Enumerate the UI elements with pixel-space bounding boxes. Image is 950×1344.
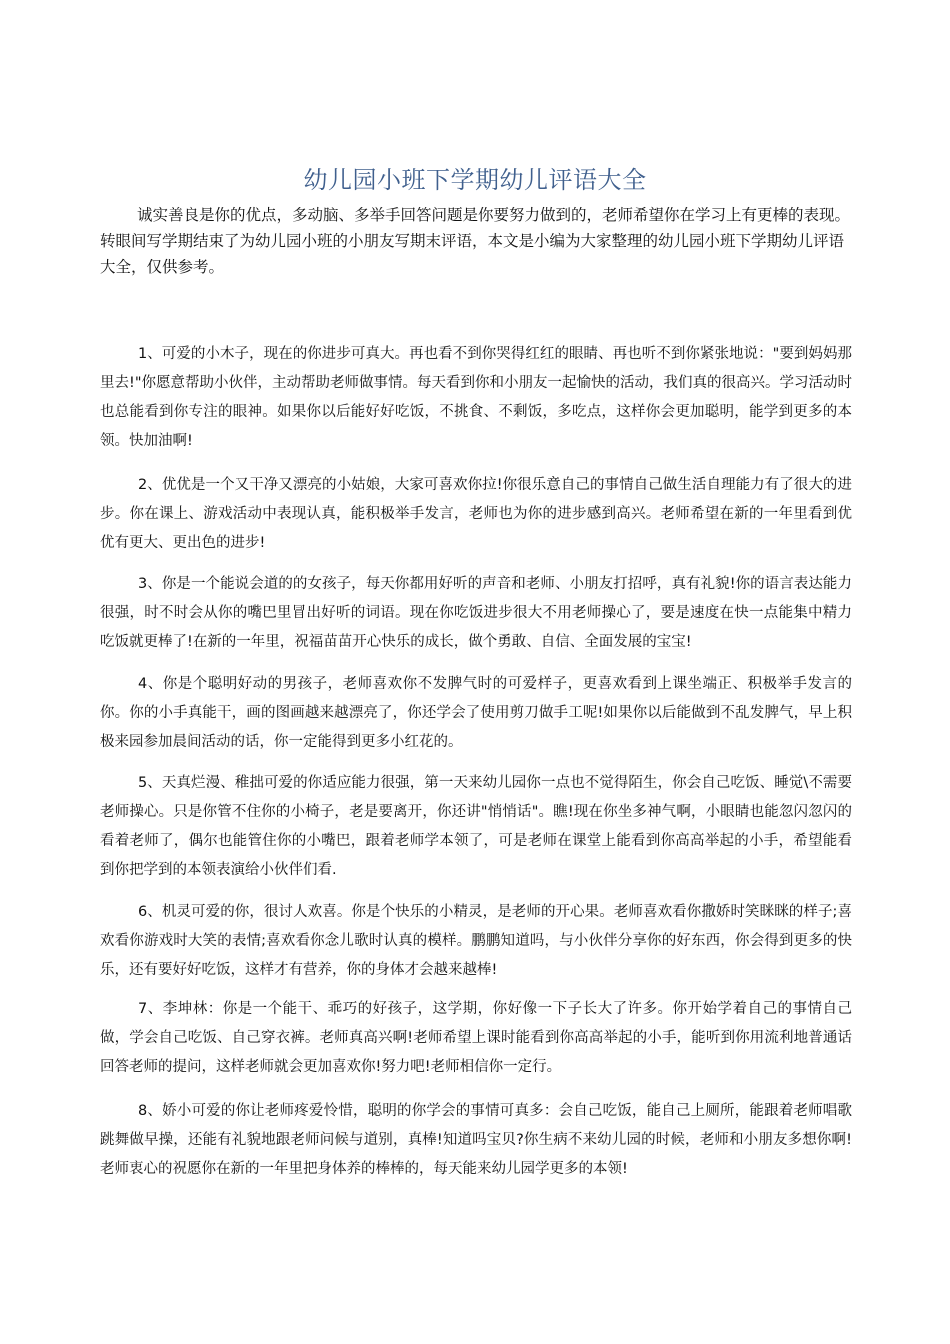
comment-entry-4: 4、你是个聪明好动的男孩子，老师喜欢你不发脾气时的可爱样子，更喜欢看到上课坐端正、积极举手发言的你。你的小手真能干，画的图画越来越漂亮了，你还学会了使用剪刀做手工呢!如果你以后能做到不乱发脾气，早上积极来园参加晨间活动的话，你一定能得到更多小红花的。 [100,676,852,750]
intro-paragraph: 诚实善良是你的优点，多动脑、多举手回答问题是你要努力做到的，老师希望你在学习上有更棒的表现。转眼间写学期结束了为幼儿园小班的小朋友写期末评语，本文是小编为大家整理的幼儿园小班下学期幼儿评语大全，仅供参考。 [100,206,851,276]
comment-entry-6: 6、机灵可爱的你，很讨人欢喜。你是个快乐的小精灵，是老师的开心果。老师喜欢看你撒娇时笑眯眯的样子;喜欢看你游戏时大笑的表情;喜欢看你念儿歌时认真的模样。鹏鹏知道吗，与小伙伴分享你的好东西，你会得到更多的快乐，还有要好好吃饭，这样才有营养，你的身体才会越来越棒! [100,904,852,978]
comment-entry-1: 1、可爱的小木子，现在的你进步可真大。再也看不到你哭得红红的眼睛、再也听不到你紧张地说："要到妈妈那里去!"你愿意帮助小伙伴，主动帮助老师做事情。每天看到你和小朋友一起愉快的活动，我们真的很高兴。学习活动时也总能看到你专注的眼神。如果你以后能好好吃饭，不挑食、不剩饭，多吃点，这样你会更加聪明，能学到更多的本领。快加油啊! [100,346,852,449]
comment-entry-5: 5、天真烂漫、稚拙可爱的你适应能力很强，第一天来幼儿园你一点也不觉得陌生，你会自己吃饭、睡觉\不需要老师操心。只是你管不住你的小椅子，老是要离开，你还讲"悄悄话"。瞧!现在你坐多神气啊，小眼睛也能忽闪忽闪的看着老师了，偶尔也能管住你的小嘴巴，跟着老师学本领了，可是老师在课堂上能看到你高高举起的小手，希望能看到你把学到的本领表演给小伙伴们看. [100,775,852,878]
page-title: 幼儿园小班下学期幼儿评语大全 [303,166,647,194]
comment-entry-8: 8、娇小可爱的你让老师疼爱怜惜，聪明的你学会的事情可真多：会自己吃饭，能自己上厕所，能跟着老师唱歌跳舞做早操，还能有礼貌地跟老师问候与道别，真棒!知道吗宝贝?你生病不来幼儿园的时候，老师和小朋友多想你啊!老师衷心的祝愿你在新的一年里把身体养的棒棒的，每天能来幼儿园学更多的本领! [100,1103,852,1177]
comment-entry-3: 3、你是一个能说会道的的女孩子，每天你都用好听的声音和老师、小朋友打招呼，真有礼貌!你的语言表达能力很强，时不时会从你的嘴巴里冒出好听的词语。现在你吃饭进步很大不用老师操心了，要是速度在快一点能集中精力吃饭就更棒了!在新的一年里，祝福苗苗开心快乐的成长，做个勇敢、自信、全面发展的宝宝! [100,576,852,650]
comment-entry-2: 2、优优是一个又干净又漂亮的小姑娘，大家可喜欢你拉!你很乐意自己的事情自己做生活自理能力有了很大的进步。你在课上、游戏活动中表现认真，能积极举手发言，老师也为你的进步感到高兴。老师希望在新的一年里看到优优有更大、更出色的进步! [100,477,852,551]
comment-entry-7: 7、李坤林：你是一个能干、乖巧的好孩子，这学期，你好像一下子长大了许多。你开始学着自己的事情自己做，学会自己吃饭、自己穿衣裤。老师真高兴啊!老师希望上课时能看到你高高举起的小手，能听到你用流利地普通话回答老师的提问，这样老师就会更加喜欢你!努力吧!老师相信你一定行。 [100,1001,852,1075]
